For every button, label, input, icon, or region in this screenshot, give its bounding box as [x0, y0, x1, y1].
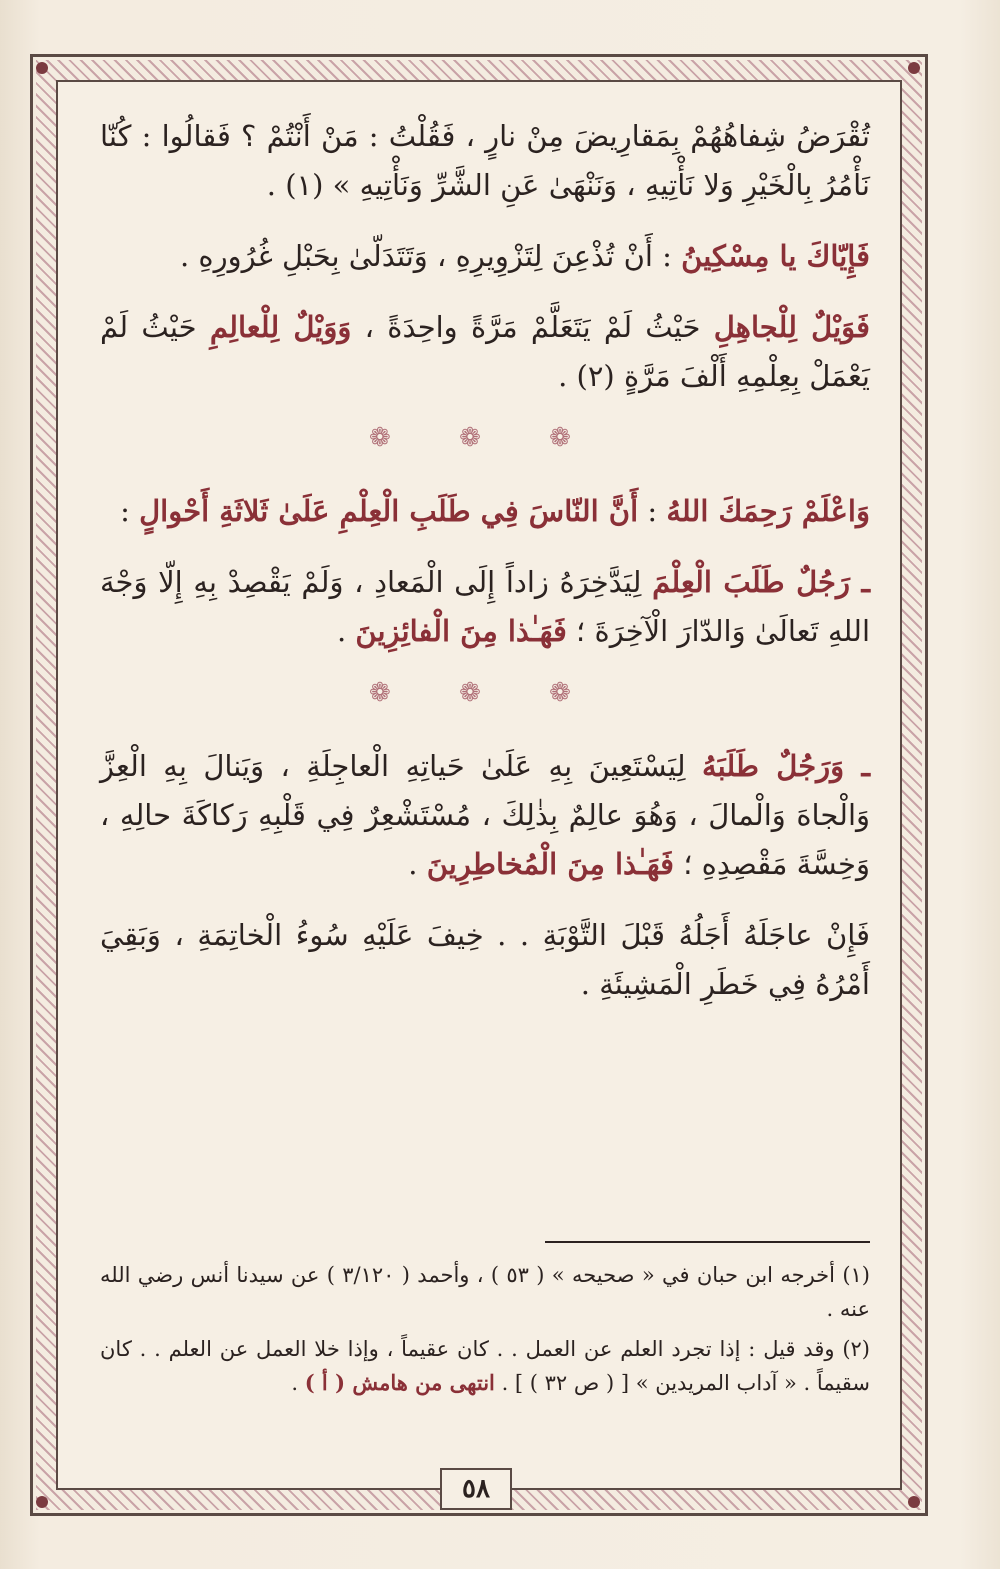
paragraph-text: حَيْثُ لَمْ يَتَعَلَّمْ مَرَّةً واحِدَةً ،: [351, 310, 714, 344]
paragraph-text: .: [336, 614, 356, 648]
paragraph-text: : أَنْ تُذْعِنَ لِتَزْوِيرِهِ ، وَتَتَدَلّىٰ بِحَبْلِ غُرُورِهِ .: [180, 239, 682, 273]
paragraph: [100, 911, 870, 1009]
paragraph-text: .: [408, 847, 427, 881]
page-number: ٥٨: [440, 1468, 512, 1510]
paragraph-text: :: [638, 494, 667, 528]
corner-ornament-icon: [36, 1496, 48, 1508]
flower-ornament-icon: ❁ ❁ ❁: [369, 678, 601, 708]
footnote-text: (١) أخرجه ابن حبان في « صحيحه » ( ٥٣ ) ، وأحمد ( ٣/١٢٠ ) عن سيدنا أنس رضي الله عنه .: [100, 1263, 870, 1321]
footnotes: [100, 1258, 870, 1406]
paragraph-highlight: فَهَـٰذا مِنَ الْمُخاطِرِينَ: [426, 847, 674, 881]
paragraph-text: تُقْرَضُ شِفاهُهُمْ بِمَقارِيضَ مِنْ نارٍ ، فَقُلْتُ : مَنْ أَنْتُمْ ؟ فَقالُوا : كُنّا نَأْمُرُ بِالْخَيْرِ وَلا نَأْتِيهِ ، وَنَنْهَىٰ عَنِ الشَّرِّ وَنَأْتِيهِ » (١) .: [100, 119, 870, 202]
corner-ornament-icon: [36, 62, 48, 74]
paragraph-highlight: ـ رَجُلٌ طَلَبَ الْعِلْمَ: [652, 565, 871, 599]
paragraph-text: فَإِنْ عاجَلَهُ أَجَلُهُ قَبْلَ التَّوْبَةِ . . خِيفَ عَلَيْهِ سُوءُ الْخاتِمَةِ ، وَبَقِيَ أَمْرُهُ فِي خَطَرِ الْمَشِيئَةِ .: [100, 918, 870, 1001]
main-text: [100, 112, 870, 1031]
paragraph-text: لِيَدَّخِرَهُ زاداً إِلَى الْمَعادِ ، وَلَمْ يَقْصِدْ بِهِ إِلّا وَجْهَ اللهِ تَعالَىٰ وَالدّارَ الْآخِرَةَ ؛: [100, 565, 870, 648]
footnote-divider: [545, 1241, 870, 1243]
corner-ornament-icon: [908, 1496, 920, 1508]
paragraph-highlight: فَإِيّاكَ يا مِسْكِينُ: [681, 239, 870, 273]
footnote: [100, 1332, 870, 1400]
footnote-highlight: انتهى من هامش ( أ ): [304, 1370, 495, 1395]
paragraph-highlight: وَاعْلَمْ رَحِمَكَ اللهُ: [666, 494, 870, 528]
paragraph-highlight: أَنَّ النّاسَ فِي طَلَبِ الْعِلْمِ عَلَىٰ ثَلاثَةِ أَحْوالٍ: [139, 494, 639, 528]
paragraph-text: :: [120, 494, 140, 528]
paragraph-text: حَيْثُ لَمْ يَعْمَلْ بِعِلْمِهِ أَلْفَ مَرَّةٍ (٢) .: [100, 310, 870, 393]
paragraph: [100, 303, 870, 401]
paragraph: [100, 112, 870, 210]
paragraph: [100, 742, 870, 889]
paragraph: [100, 232, 870, 281]
footnote-text: .: [291, 1371, 305, 1395]
paragraph-text: لِيَسْتَعِينَ بِهِ عَلَىٰ حَياتِهِ الْعاجِلَةِ ، وَيَنالَ بِهِ الْعِزَّ وَالْجاهَ وَالْمالَ ، وَهُوَ عالِمٌ بِذٰلِكَ ، مُسْتَشْعِرٌ فِي قَلْبِهِ رَكاكَةَ حالِهِ ، وَخِسَّةَ مَقْصِدِهِ ؛: [100, 749, 870, 881]
flower-ornament-icon: ❁ ❁ ❁: [369, 423, 601, 453]
paragraph-highlight: فَوَيْلٌ لِلْجاهِلِ: [713, 310, 870, 344]
paragraph: [100, 487, 870, 536]
footnote: [100, 1258, 870, 1326]
paragraph-highlight: فَهَـٰذا مِنَ الْفائِزِينَ: [355, 614, 567, 648]
footnote-text: (٢) وقد قيل : إذا تجرد العلم عن العمل . . كان عقيماً ، وإذا خلا العمل عن العلم . . كان سقيماً . « آداب المريدين » [ ( ص ٣٢ ) ] .: [100, 1337, 870, 1395]
paragraph: [100, 558, 870, 656]
paragraph-highlight: وَوَيْلٌ لِلْعالِمِ: [209, 310, 352, 344]
corner-ornament-icon: [908, 62, 920, 74]
paragraph-highlight: ـ وَرَجُلٌ طَلَبَهُ: [702, 749, 870, 783]
